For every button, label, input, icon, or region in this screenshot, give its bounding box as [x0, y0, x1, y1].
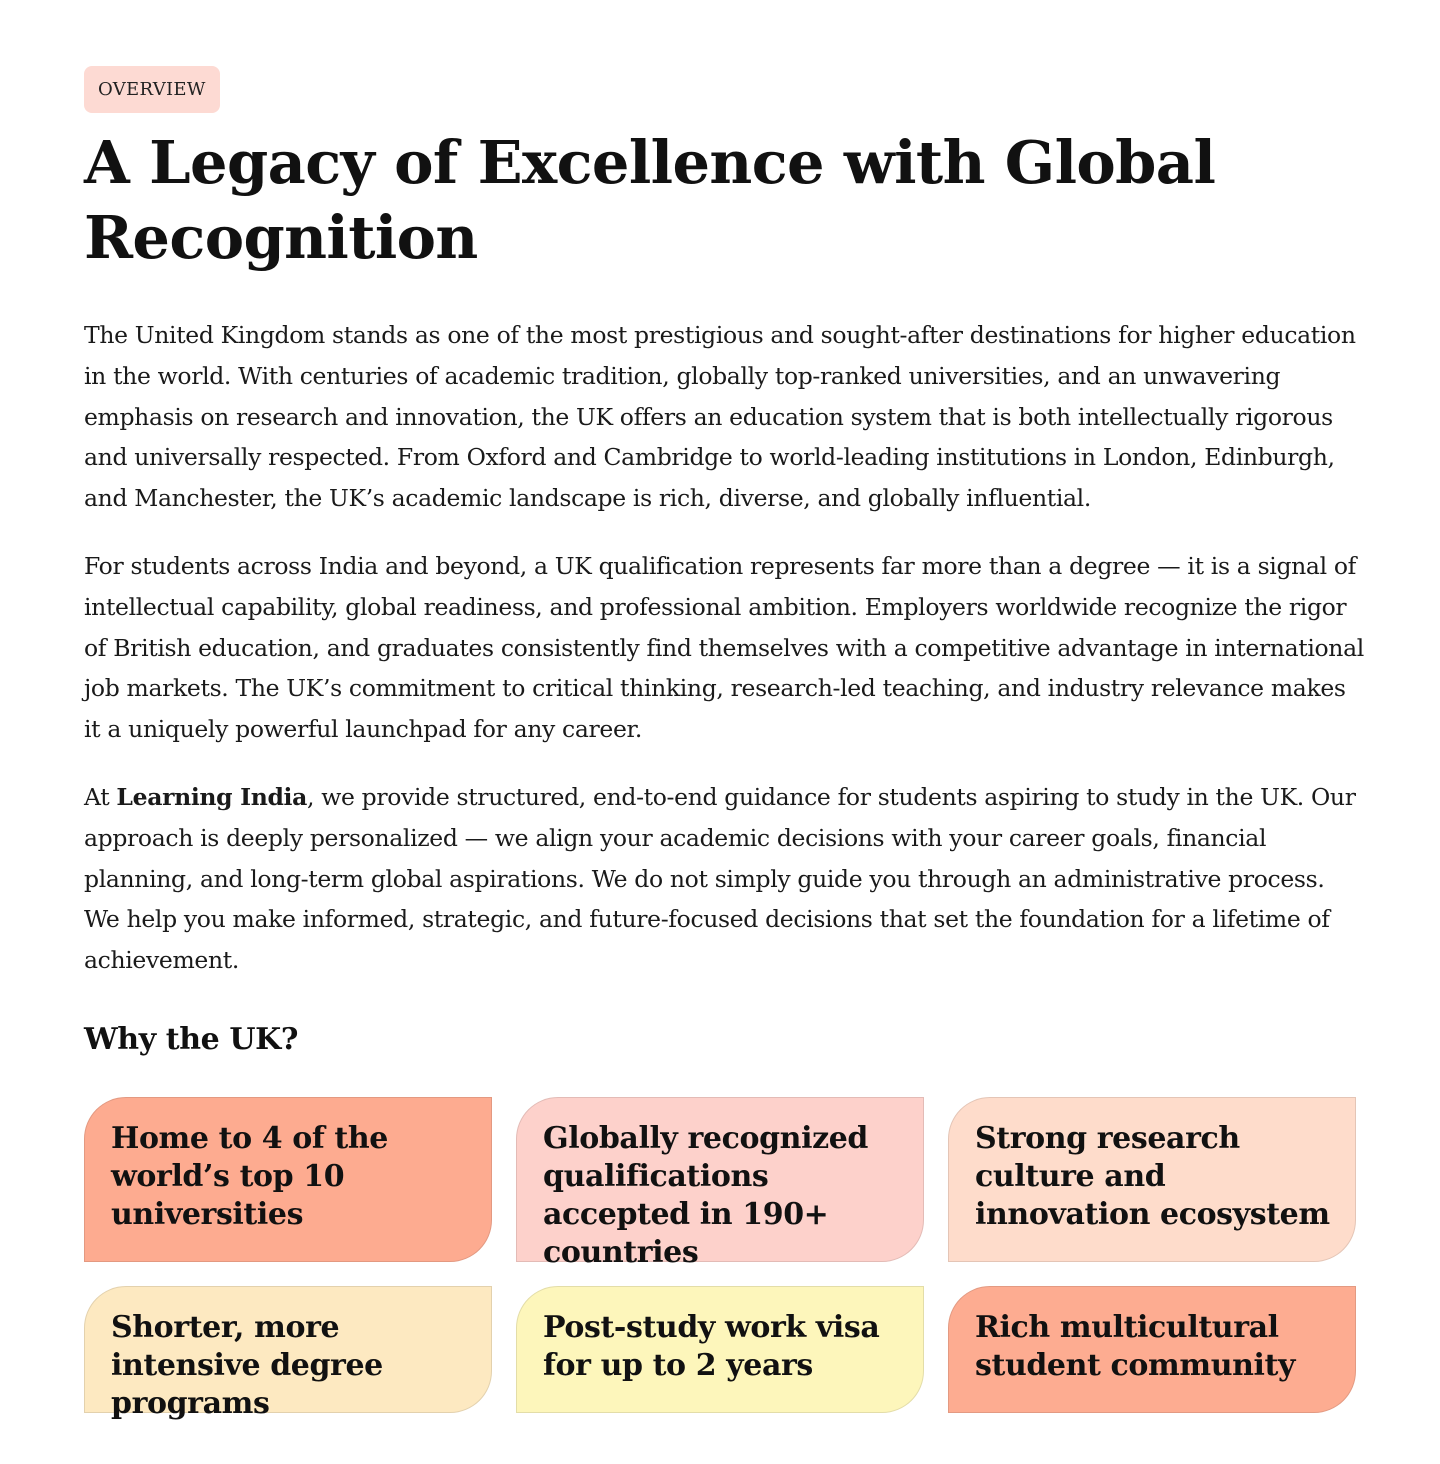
qualification-paragraph: For students across India and beyond, a UK qualification represents far more than a degree — it is a signal of intellectual capability, global readiness, and professional ambition. Employers worldwide recognize the rigor of British education, and graduates consistently find themselves with a competitive advantage in international job markets. The UK’s commitment to critical thinking, research-led teaching, and industry relevance makes it a uniquely powerful launchpad for any career.: [84, 551, 1364, 744]
brand-name: Learning India: [116, 782, 307, 811]
why-uk-grid: [84, 1097, 1356, 1421]
overview-tag: OVERVIEW: [84, 66, 220, 113]
card-multicultural-community: Rich multicultural student community: [948, 1286, 1356, 1413]
card-post-study-visa: Post-study work visa for up to 2 years: [516, 1286, 924, 1413]
page-title: A Legacy of Excellence with Global Recognition: [84, 128, 1216, 272]
body-copy: [84, 315, 1364, 981]
learning-india-paragraph: [84, 777, 1364, 981]
intro-paragraph: The United Kingdom stands as one of the most prestigious and sought-after destinations for higher education in the world. With centuries of academic tradition, globally top-ranked universities, and an unwavering emphasis on research and innovation, the UK offers an education system that is both intellectually rigorous and universally respected. From Oxford and Cambridge to world-leading institutions in London, Edinburgh, and Manchester, the UK’s academic landscape is rich, diverse, and globally influential.: [84, 321, 1356, 513]
why-uk-heading: Why the UK?: [84, 1021, 298, 1057]
card-shorter-programs: Shorter, more intensive degree programs: [84, 1286, 492, 1413]
paragraph-rest: , we provide structured, end-to-end guidance for students aspiring to study in the UK. Our approach is deeply personalized — we align your academic decisions with your career goals, financial planning, and long-term global aspirations. We do not simply guide you through an administrative process. We help you make informed, strategic, and future-focused decisions that set the foundation for a lifetime of achievement.: [84, 782, 1356, 975]
card-recognized-qualifications: Globally recognized qualifications accepted in 190+ countries: [516, 1097, 924, 1262]
card-top-universities: Home to 4 of the world’s top 10 universities: [84, 1097, 492, 1262]
card-research-culture: Strong research culture and innovation ecosystem: [948, 1097, 1356, 1262]
paragraph-prefix: At: [84, 782, 117, 811]
